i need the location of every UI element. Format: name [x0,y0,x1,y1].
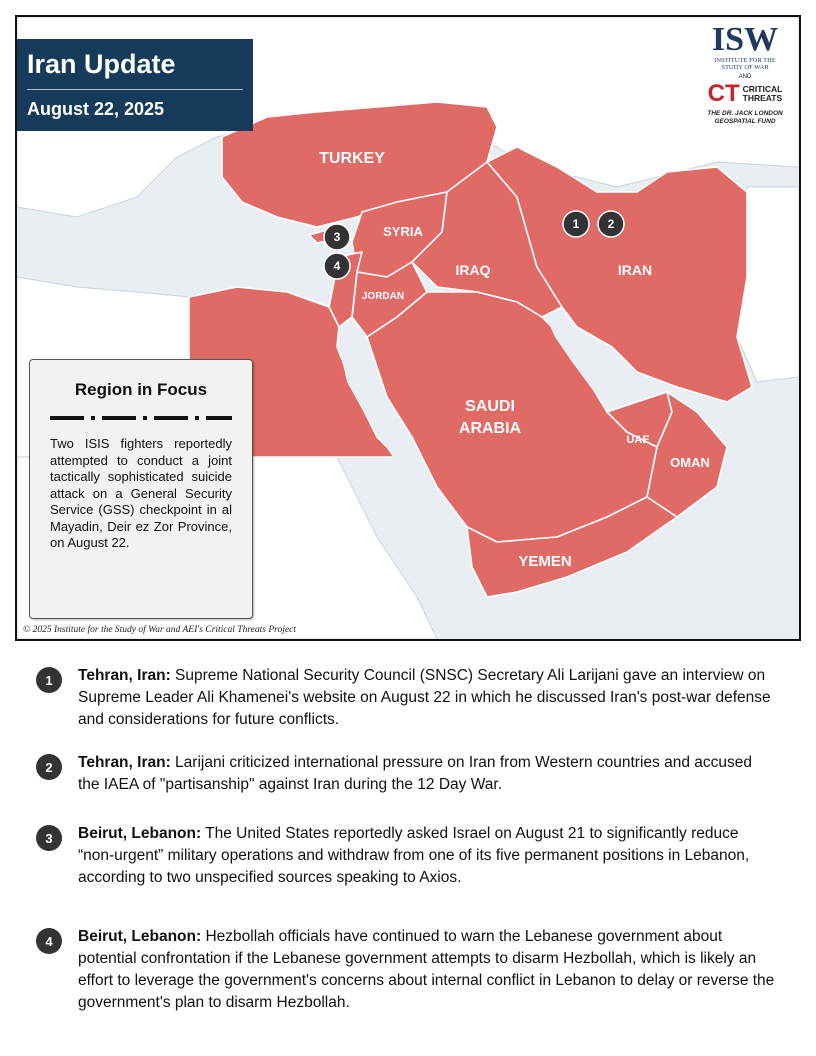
fund-line-2: GEOSPATIAL FUND [714,118,776,125]
note-1-place: Tehran, Iran: [78,667,171,684]
note-3-text [78,823,776,889]
logo-and: AND [738,74,752,80]
note-1-text [78,665,776,731]
map-marker-2-label: 2 [607,217,615,231]
ct-logo-mark: CT [707,80,740,107]
focus-heading: Region in Focus [74,380,208,399]
isw-logo-sub-2: STUDY OF WAR [721,64,769,71]
focus-divider [50,416,232,420]
note-1-number: 1 [36,667,62,693]
note-3-body: The United States reportedly asked Israel on August 21 to significantly reduce “non-urgent” military operations and withdraw from one of its five permanent positions in Lebanon, according to two unspecified sources speaking to Axios. [78,825,750,886]
note-1-body: Supreme National Security Council (SNSC) Secretary Ali Larijani gave an interview on Supreme Leader Ali Khamenei's website on August 22 in which he discussed Iran's post-war defense and considerations for future conflicts. [78,667,771,728]
isw-ct-logo [697,23,793,126]
note-3-place: Beirut, Lebanon: [78,825,202,842]
label-iran: IRAN [617,262,653,278]
label-arabia: ARABIA [458,420,522,437]
note-2-number: 2 [36,754,62,780]
focus-body: Two ISIS fighters reportedly attempted to conduct a joint tactically sophisticated suicide attack on a General Security Service (GSS) checkpoint in al Mayadin, Deir ez Zor Province, on August 22. [50,436,232,550]
ct-word-1: CRITICAL [742,84,783,94]
page-date: August 22, 2025 [27,99,165,119]
map-marker-1-label: 1 [572,217,580,231]
title-box [17,39,253,131]
note-3-number: 3 [36,825,62,851]
fund-line-1: THE DR. JACK LONDON [707,110,783,117]
page-title: Iran Update [27,49,176,79]
label-oman: OMAN [670,455,710,470]
ct-logo [697,82,793,106]
note-2-place: Tehran, Iran: [78,754,171,771]
copyright: © 2025 Institute for the Study of War and AEI's Critical Threats Project [23,625,296,635]
label-uae: UAE [626,434,650,446]
map-marker-3[interactable] [324,224,350,250]
note-4-body: Hezbollah officials have continued to warn the Lebanese government about potential confrontation if the Lebanese government attempts to disarm Hezbollah, which is likely an effort to leverage the government's concerns about internal conflict in Lebanon to delay or reverse the government's plan to disarm Hezbollah. [78,928,775,1011]
map-marker-4-label: 4 [333,259,341,273]
note-4-number: 4 [36,928,62,954]
fund-credit [697,110,793,126]
note-2-body: Larijani criticized international pressure on Iran from Western countries and accused the IAEA of "partisanship" against Iran during the 12 Day War. [78,754,752,793]
map-marker-4[interactable] [324,253,350,279]
ct-word-2: THREATS [742,93,783,103]
map-marker-3-label: 3 [333,230,341,244]
map-frame [15,15,801,641]
note-2-text [78,752,776,796]
label-iraq: IRAQ [455,262,491,278]
isw-logo-sub-1: INSTITUTE FOR THE [714,57,776,64]
title-divider [27,89,243,90]
note-4-text [78,926,776,1014]
map-marker-2[interactable] [598,211,624,237]
ct-logo-words [743,85,783,103]
label-syria: SYRIA [383,224,423,239]
isw-logo-mark: ISW [711,21,779,58]
label-jordan: JORDAN [361,291,405,302]
label-saudi: SAUDI [465,398,515,415]
region-in-focus-box [29,359,253,619]
note-4-place: Beirut, Lebanon: [78,928,202,945]
label-turkey: TURKEY [319,150,385,167]
label-yemen: YEMEN [518,553,572,570]
map-marker-1[interactable] [563,211,589,237]
